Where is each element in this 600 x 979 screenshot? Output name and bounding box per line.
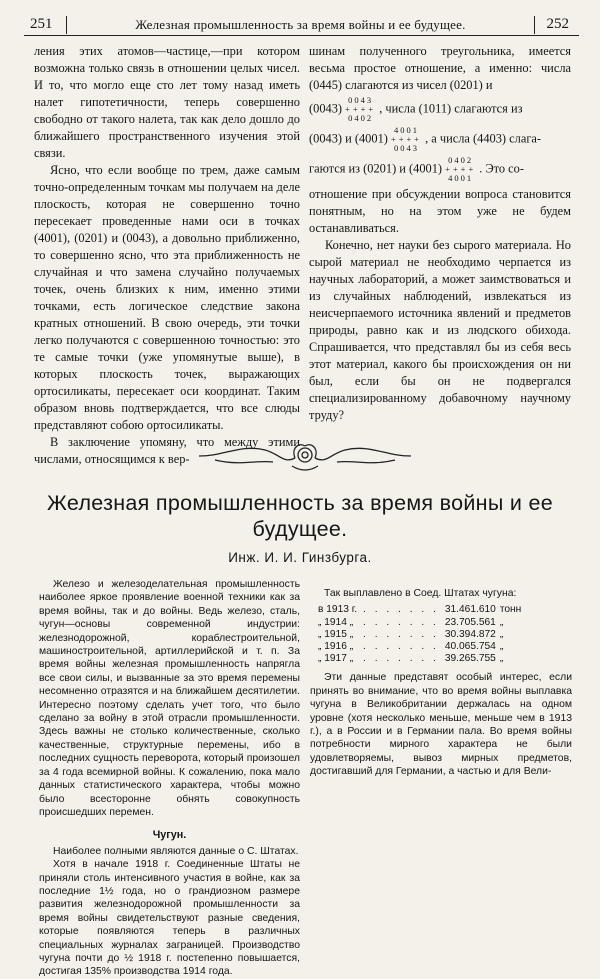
- article-left-column: [39, 578, 300, 979]
- pig-iron-production-table: [316, 604, 523, 665]
- unit-cell: „: [499, 641, 504, 653]
- formula-prefix: (0043) и (4001): [309, 131, 388, 146]
- header-divider-right: [534, 16, 535, 34]
- stacked-formula: [345, 96, 376, 123]
- paragraph: Хотя в начале 1918 г. Соединенные Штаты не приняли столь интенсивного участия в войне, как за последние 1½ года, но о грандиозном размере развития железнодорожной промышленности за время войны свидетельствуют разные сведения, которые появляются теперь в различных специальных журналах заграницей. Производство чугуна почти до ½ 1918 г. постепенно повышается, достигая 135% производства 1914 года.: [39, 859, 300, 978]
- paragraph: Наиболее полными являются данные о С. Штатах.: [53, 845, 299, 857]
- year-cell: „ 1915 „: [318, 628, 354, 640]
- previous-article-right-column: [309, 43, 571, 424]
- formula-ops: ++++: [390, 134, 423, 144]
- value-cell: 30.394.872: [444, 628, 496, 640]
- article-author: Инж. И. И. Гинзбурга.: [228, 550, 372, 565]
- value-cell: 39.265.755: [444, 653, 496, 665]
- formula-line: [309, 96, 571, 123]
- value-cell: 40.065.754: [444, 641, 496, 653]
- unit-cell: „: [499, 653, 504, 665]
- paragraph-continued: [309, 43, 571, 94]
- formula-top: 0402: [448, 155, 474, 165]
- header-divider-left: [66, 16, 67, 34]
- formula-line: [309, 156, 571, 183]
- unit-cell: тонн: [499, 604, 522, 616]
- paragraph: отношение при обсуждении вопроса становится понятным, но на этом уже не будем останавливаться.: [309, 187, 571, 235]
- page-number-left: 251: [30, 16, 53, 32]
- paragraph: В заключение упомяну, что между этими числами, относящимся к вер-: [34, 435, 300, 466]
- year-cell: в 1913 г.: [318, 604, 358, 616]
- header-rule: [24, 35, 579, 36]
- intro-text: шинам полученного треугольника, имеется весьма простое отношение, а именно: числа (0445) слагаются из чисел (0201) и: [309, 44, 571, 92]
- stacked-formula: [391, 126, 422, 153]
- value-cell: 23.705.561: [444, 616, 496, 628]
- formula-bottom: 0402: [348, 113, 374, 123]
- paragraph: Железо и железоделательная промышленность наиболее яркое проявление военной техники как за время войны, так и до войны. Ведь железо, сталь, чугун—основы современной индустрии: железнодорожной, кораблестроительной, машиностроительной, артиллерийской и т. п. За время войны железная промышленность напрягла все свои силы, и вызванные за это время перемены несомненно отразятся и на ближайшем десятилетии. Интересно поэтому сделать учет того, что было сделано за войну в этой отрасли промышленности. Здесь важны не столько количественные, сколько качественные, структурные перемены, ибо в последних сущность переворота, который произошел за 4 года всемирной войны. К сожалению, пока мало данных статистического характера, чтобы можно было всесторонне обнять совокупность происшедших перемен.: [39, 579, 300, 818]
- leader-dots: . . . . . . .: [363, 604, 439, 616]
- unit-cell: „: [499, 616, 504, 628]
- running-title: Железная промышленность за время войны и ее будущее.: [135, 17, 466, 32]
- article-title: Железная промышленность за время войны и ее будущее.: [47, 491, 553, 541]
- unit-cell: „: [499, 628, 504, 640]
- formula-bottom: 4001: [448, 173, 474, 183]
- formula-line: [309, 126, 571, 153]
- formula-top: 4001: [394, 125, 419, 135]
- previous-article-left-column: [34, 43, 300, 468]
- formula-suffix: . Это со-: [479, 161, 524, 176]
- year-cell: „ 1917 „: [318, 653, 354, 665]
- table-row: [316, 629, 523, 641]
- leader-dots: . . . . . . .: [363, 628, 439, 640]
- paragraph: Ясно, что если вообще по трем, даже самым точно-определенным точкам мы получаем на деле плоскость, которая не совершенно точно пересекает проведенные нами оси в точках (4001), (0201) и (0043), а довольно приближенно, то совершенно ясно, что эта приближенность не случайная и что замена случайно получаемых точек, очень близких к ним, именно этими точками, есть логическое следствие закона кратных отношений. В свою очередь, эти точки легко получаются с совершенною точностью: это те самые точки (уже упомянутые выше), в которых плоскость точек, выражающих ортосиликаты, пересекает оси координат. Таким образом вновь подтверждается, что все слюды представляют собою ортосиликаты.: [34, 163, 300, 432]
- leader-dots: . . . . . . .: [363, 641, 439, 653]
- value-cell: 31.461.610: [444, 604, 496, 616]
- table-row: [316, 604, 523, 616]
- formula-suffix: , числа (1011) слагаются из: [379, 101, 523, 116]
- table-caption: Так выплавлено в Соед. Штатах чугуна:: [324, 588, 517, 599]
- table-row: [316, 617, 523, 629]
- paragraph: Эти данные представят особый интерес, если принять во внимание, что во время войны выплавка чугуна в Великобритании держалась на одном уровне (хотя несколько меньше, меньше чем в 1913 г.), а в России и в Германии пала. Во время войны потребности мирного характера не были удовлетворяемы, вывоз мирных предметов, достигавший для Германии, а частью и для Вели-: [310, 672, 572, 778]
- year-cell: „ 1914 „: [318, 616, 354, 628]
- running-header: [24, 14, 579, 36]
- stacked-formula: [445, 156, 476, 183]
- article-right-column: [310, 578, 572, 779]
- formula-top: 0043: [348, 95, 374, 105]
- page-number-right: 252: [546, 16, 569, 32]
- formula-prefix: гаются из (0201) и (4001): [309, 161, 443, 176]
- formula-prefix: (0043): [309, 101, 343, 116]
- ornament-divider: [195, 436, 415, 474]
- leader-dots: . . . . . . .: [363, 616, 439, 628]
- formula-suffix: , а числа (4403) слага-: [425, 131, 542, 146]
- formula-ops: ++++: [445, 164, 477, 174]
- formula-bottom: 0043: [394, 143, 419, 153]
- table-row: [316, 641, 523, 653]
- table-row: [316, 653, 523, 665]
- formula-ops: ++++: [345, 104, 377, 114]
- paragraph: Конечно, нет науки без сырого материала. Но сырой материал не необходимо черпается из научных лабораторий, а может заимствоваться и из случайных наблюдений, извлекаться из неисчерпаемого источника явлений и предметов природы, равно как и из людского обихода. Спрашивается, что представлял бы из себя весь этот материал, какого бы происхождения он ни был, если бы он не подвергался специализированному добавочному научному труду?: [309, 238, 571, 422]
- leader-dots: . . . . . . .: [363, 653, 439, 665]
- paragraph: ления этих атомов—частице,—при котором возможна только связь в отношении целых чисел. И то, что могло еще сто лет тому назад иметь налет гипотетичности, теперь совершенно свободно от такого налета, так как дело дошло до ближайшего пространственного изучения этой связи.: [34, 44, 300, 160]
- section-heading: Чугун.: [152, 829, 187, 842]
- year-cell: „ 1916 „: [318, 641, 354, 653]
